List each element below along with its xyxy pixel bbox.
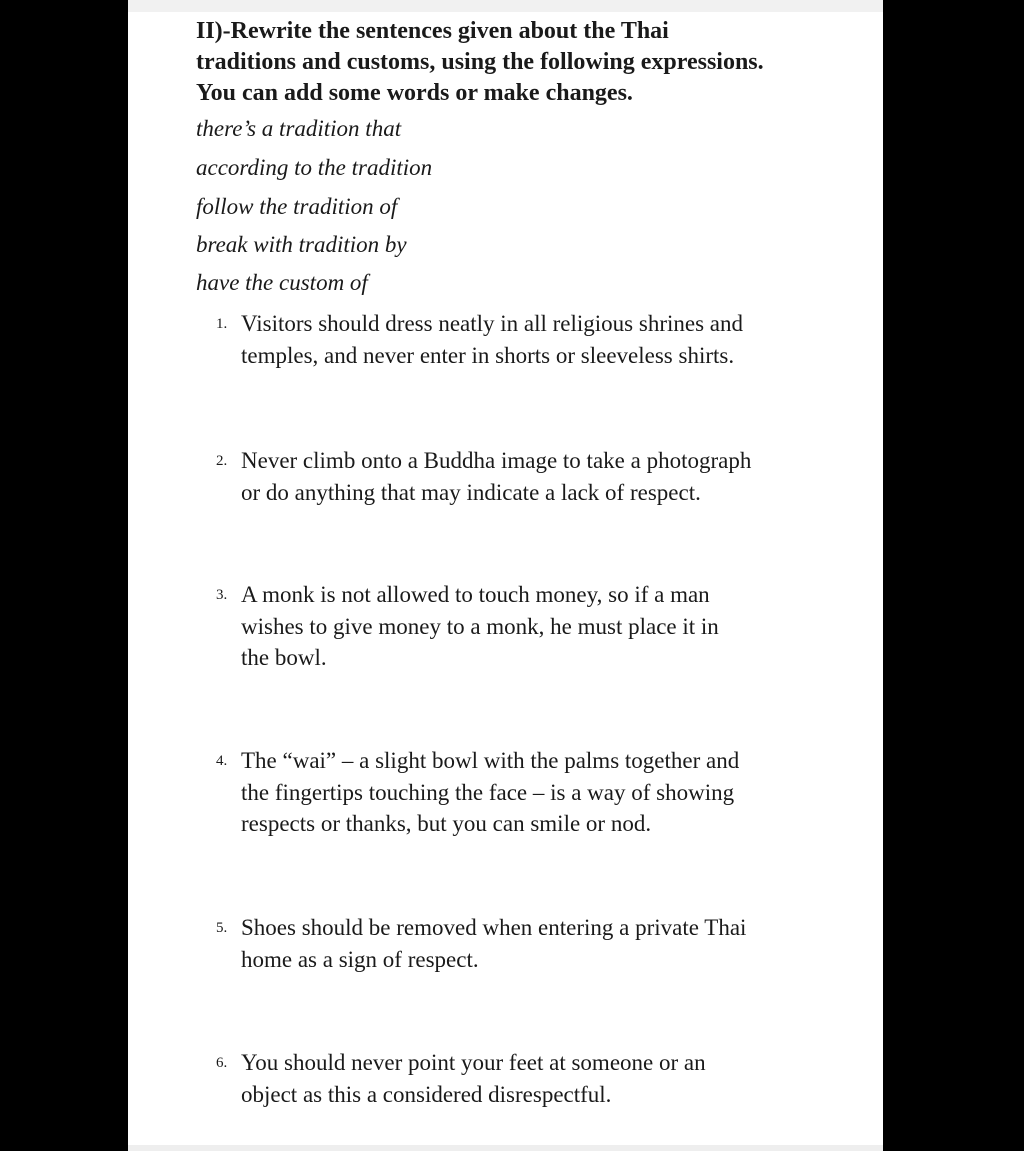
item-line: home as a sign of respect. — [241, 946, 479, 972]
item-text — [241, 445, 836, 508]
item-number: 3. — [216, 587, 228, 603]
heading-line: II)-Rewrite the sentences given about the Thai — [196, 18, 669, 44]
item-line: A monk is not allowed to touch money, so if a man — [241, 582, 710, 607]
item-line: wishes to give money to a monk, he must place it in — [241, 613, 719, 639]
item-line: the fingertips touching the face – is a way of showing — [241, 779, 735, 805]
item-number: 5. — [216, 920, 228, 936]
exercise-item — [216, 308, 836, 371]
item-line: Visitors should dress neatly in all religious shrines and — [241, 311, 744, 336]
item-line: the bowl. — [241, 645, 327, 670]
item-line: Shoes should be removed when entering a private Thai — [241, 915, 747, 940]
item-line: Never climb onto a Buddha image to take a photograph — [241, 448, 752, 473]
bottom-edge — [128, 1145, 883, 1151]
item-line: temples, and never enter in shorts or sleeveless shirts. — [241, 342, 735, 368]
item-text — [241, 1047, 836, 1110]
item-line: The “wai” – a slight bowl with the palms together and — [241, 748, 740, 773]
item-number: 2. — [216, 453, 228, 469]
item-line: You should never point your feet at someone or an — [241, 1050, 706, 1075]
exercise-item — [216, 445, 836, 508]
heading-line: traditions and customs, using the following expressions. — [196, 49, 764, 75]
item-text — [241, 308, 836, 371]
expression-item: according to the tradition — [196, 155, 433, 180]
document-page — [128, 0, 883, 1151]
exercise-heading — [196, 16, 856, 109]
expression-item: break with tradition by — [196, 232, 407, 257]
item-number: 1. — [216, 316, 228, 332]
item-text — [241, 745, 836, 840]
top-edge — [128, 0, 883, 12]
expression-item: follow the tradition of — [196, 194, 398, 219]
exercise-item — [216, 1047, 836, 1110]
exercise-item — [216, 745, 836, 840]
expression-item: there’s a tradition that — [196, 116, 402, 141]
item-line: object as this a considered disrespectful. — [241, 1081, 612, 1107]
item-line: or do anything that may indicate a lack of respect. — [241, 479, 701, 505]
item-number: 4. — [216, 753, 228, 769]
item-number: 6. — [216, 1055, 228, 1071]
exercise-item — [216, 912, 836, 975]
heading-line: You can add some words or make changes. — [196, 80, 633, 106]
item-line: respects or thanks, but you can smile or nod. — [241, 811, 652, 836]
item-text — [241, 912, 836, 975]
item-text — [241, 579, 836, 674]
exercise-item — [216, 579, 836, 674]
expression-item: have the custom of — [196, 270, 368, 295]
